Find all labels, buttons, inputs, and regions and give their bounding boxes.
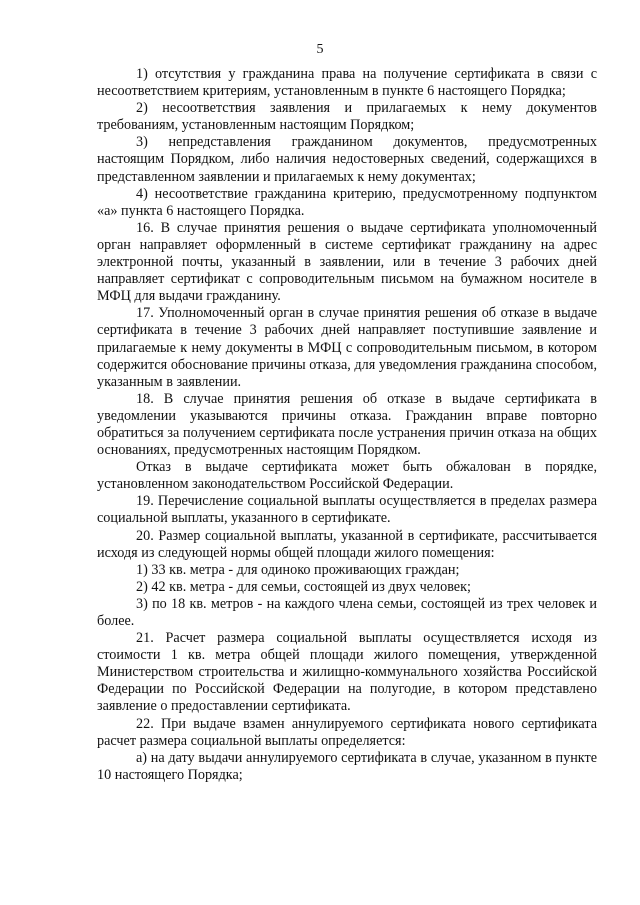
paragraph-20: 20. Размер социальной выплаты, указанной в сертификате, рассчитывается исходя из следующей нормы общей площади жилого помещения: (97, 527, 597, 561)
paragraph-reason-2: 2) несоответствия заявления и прилагаемых к нему документов требованиям, установленным настоящим Порядком; (97, 100, 597, 134)
paragraph-21: 21. Расчет размера социальной выплаты осуществляется исходя из стоимости 1 кв. метра общей площади жилого помещения, утвержденной Министерством строительства и жилищно-коммунального хозяйства Российской Федерации по Российской Федерации на полугодие, в котором представлено заявление о предоставлении сертификата. (97, 630, 597, 715)
paragraph-reason-1: 1) отсутствия у гражданина права на получение сертификата в связи с несоответствием критериям, установленным в пункте 6 настоящего Порядка; (97, 66, 597, 100)
paragraph-20-item-3: 3) по 18 кв. метров - на каждого члена семьи, состоящей из трех человек и более. (97, 595, 597, 629)
paragraph-16: 16. В случае принятия решения о выдаче сертификата уполномоченный орган направляет оформленный в системе сертификат гражданину на адрес электронной почты, указанный в заявлении, или в течение 3 рабочих дней направляет сертификат с сопроводительным письмом на бумажном носителе в МФЦ для выдачи гражданину. (97, 219, 597, 305)
paragraph-22-item-a: а) на дату выдачи аннулируемого сертификата в случае, указанном в пункте 10 настоящего Порядка; (97, 749, 597, 783)
paragraph-19: 19. Перечисление социальной выплаты осуществляется в пределах размера социальной выплаты, указанного в сертификате. (97, 493, 597, 527)
paragraph-20-item-1: 1) 33 кв. метра - для одиноко проживающих граждан; (136, 561, 460, 578)
paragraph-22: 22. При выдаче взамен аннулируемого сертификата нового сертификата расчет размера социальной выплаты определяется: (97, 715, 597, 749)
document-body (97, 66, 597, 784)
paragraph-appeal: Отказ в выдаче сертификата может быть обжалован в порядке, установленном законодательством Российской Федерации. (97, 459, 597, 493)
paragraph-17: 17. Уполномоченный орган в случае принятия решения об отказе в выдаче сертификата в течение 3 рабочих дней направляет поступившие заявление и прилагаемые к нему документы в МФЦ с сопроводительным письмом, в котором содержится обоснование причины отказа, для уведомления гражданина способом, указанным в заявлении. (97, 305, 597, 390)
paragraph-20-item-2: 2) 42 кв. метра - для семьи, состоящей из двух человек; (136, 578, 471, 595)
paragraph-reason-3: 3) непредставления гражданином документов, предусмотренных настоящим Порядком, либо наличия недостоверных сведений, содержащихся в представленном заявлении и прилагаемых к нему документах; (97, 134, 597, 185)
paragraph-reason-4: 4) несоответствие гражданина критерию, предусмотренному подпунктом «а» пункта 6 настоящего Порядка. (97, 185, 597, 219)
page-number: 5 (316, 42, 324, 57)
paragraph-18: 18. В случае принятия решения об отказе в выдаче сертификата в уведомлении указываются причины отказа. Гражданин вправе повторно обратиться за получением сертификата после устранения причин отказа на общих основаниях, предусмотренных настоящим Порядком. (97, 390, 597, 459)
